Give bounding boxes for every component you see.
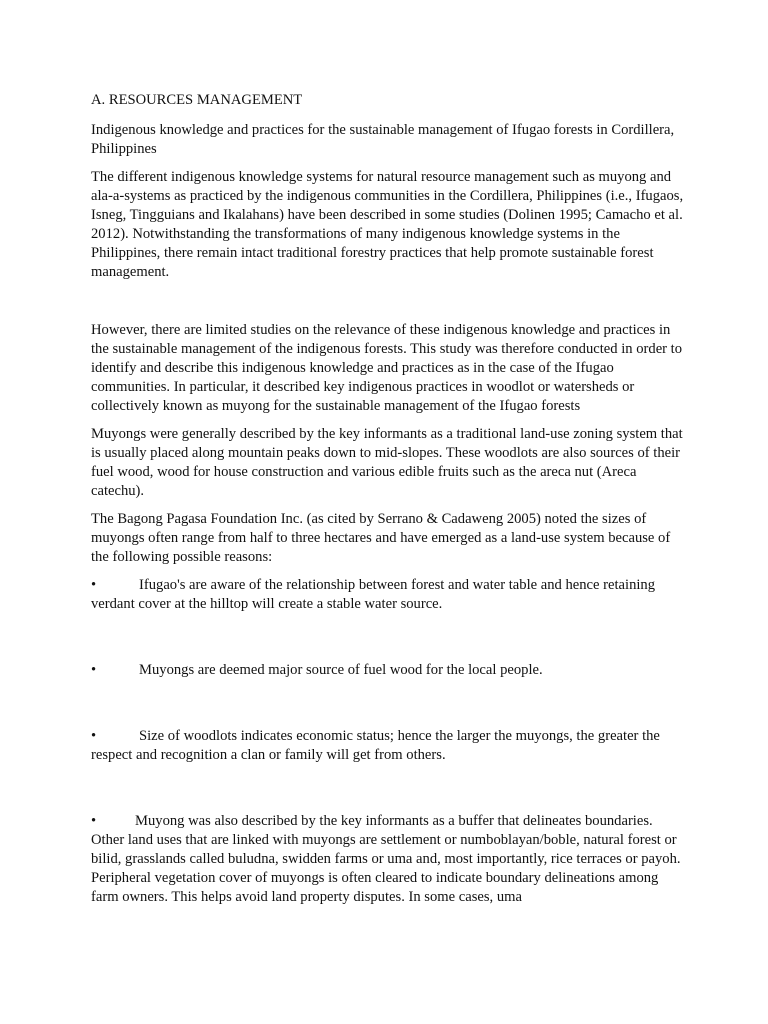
bullet-mark: • <box>91 662 97 678</box>
paragraph-3: Muyongs were generally described by the key informants as a traditional land-use zoning system that is usually placed along mountain peaks down to mid-slopes. These woodlots are also sources of their fuel wood, wood for house construction and various edible fruits such as the areca nut (Areca catechu). <box>91 426 683 499</box>
spacer <box>91 291 689 321</box>
bullet-item-3 <box>91 727 689 765</box>
paragraph-1: The different indigenous knowledge systems for natural resource management such as muyong and ala-a-systems as practiced by the indigenous communities in the Cordillera, Philippines (i.e., Ifugaos, Isneg, Tingguians and Ikalahans) have been described in some studies (Dolinen 1995; Camacho et al. 2012). Notwithstanding the transformations of many indigenous knowledge systems in the Philippines, there remain intact traditional forestry practices that help promote sustainable forest management. <box>91 169 684 280</box>
bullet-text: Muyong was also described by the key informants as a buffer that delineates boundaries. Other land uses that are linked with muyongs are settlement or numboblayan/boble, natural forest or bilid, grasslands called buludna, swidden farms or uma and, most importantly, rice terraces or payoh. Peripheral vegetation cover of muyongs is often cleared to indicate boundary delineations among farm owners. This helps avoid land property disputes. In some cases, uma <box>91 813 681 905</box>
bullet-item-2 <box>91 661 689 680</box>
spacer <box>91 689 689 727</box>
bullet-text: Ifugao's are aware of the relationship between forest and water table and hence retaining verdant cover at the hilltop will create a stable water source. <box>91 577 656 612</box>
paragraph-4: The Bagong Pagasa Foundation Inc. (as cited by Serrano & Cadaweng 2005) noted the sizes of muyongs often range from half to three hectares and have emerged as a land-use system because of the following possible reasons: <box>91 511 671 565</box>
spacer <box>91 623 689 661</box>
bullet-mark: • <box>91 813 97 829</box>
spacer <box>91 774 689 812</box>
bullet-item-1 <box>91 576 689 614</box>
bullet-text: Muyongs are deemed major source of fuel wood for the local people. <box>139 662 543 678</box>
document-page <box>91 91 689 916</box>
paragraph-2: However, there are limited studies on the relevance of these indigenous knowledge and practices in the sustainable management of the indigenous forests. This study was therefore conducted in order to identify and describe this indigenous knowledge and practices as in the case of the Ifugao communities. In particular, it described key indigenous practices in woodlot or watersheds or collectively known as muyong for the sustainable management of the Ifugao forests <box>91 322 683 414</box>
bullet-mark: • <box>91 577 97 593</box>
bullet-item-4 <box>91 812 689 907</box>
bullet-mark: • <box>91 728 97 744</box>
section-heading: A. RESOURCES MANAGEMENT <box>91 92 303 108</box>
document-subtitle: Indigenous knowledge and practices for the sustainable management of Ifugao forests in Cordillera, Philippines <box>91 122 675 157</box>
bullet-text: Size of woodlots indicates economic status; hence the larger the muyongs, the greater the respect and recognition a clan or family will get from others. <box>91 728 660 763</box>
